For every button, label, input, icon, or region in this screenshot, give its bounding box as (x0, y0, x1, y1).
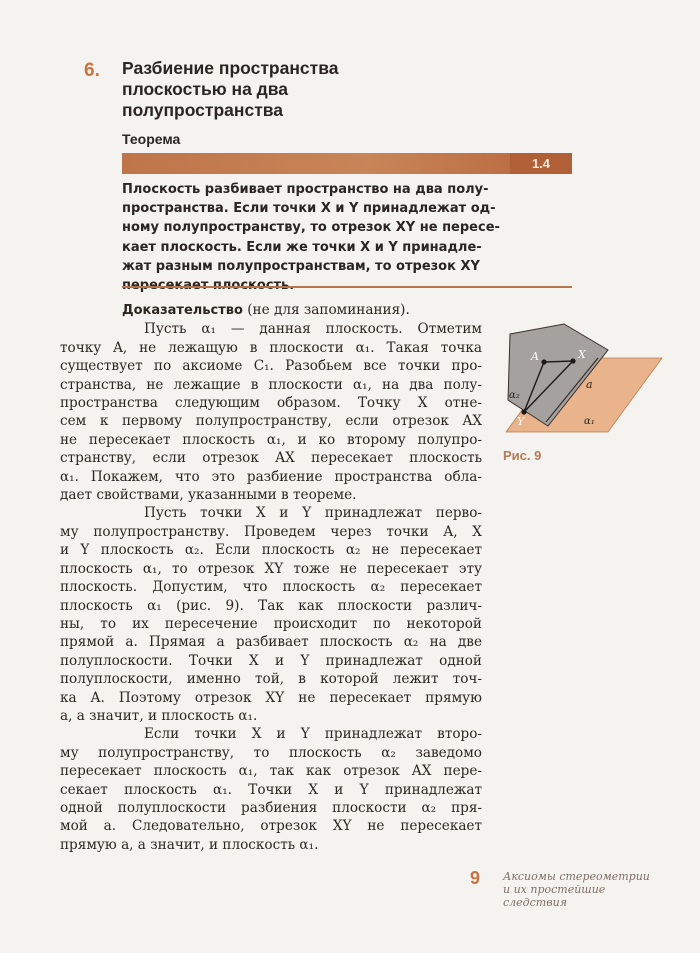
proof-line: прямой a. Прямая a разбивает плоскость α₂ на две (60, 634, 482, 651)
theorem-text (122, 180, 572, 295)
proof-line: мой a. Следовательно, отрезок XY не пересекает (60, 818, 482, 835)
theorem-line: Плоскость разбивает пространство на два полу- (122, 182, 489, 197)
figure-caption: Рис. 9 (503, 448, 542, 463)
proof-line: не пересекает плоскость α₁, и ко второму полупро- (60, 431, 482, 448)
proof-line: сем к первому полупространству, если отрезок AX (60, 413, 482, 430)
theorem-bar (122, 153, 572, 174)
proof-line: и Y плоскость α₂. Если плоскость α₂ не пересекает (60, 542, 482, 559)
proof-text (60, 301, 482, 854)
proof-heading-note: (не для запоминания). (242, 302, 410, 318)
proof-line: странства, не лежащие в плоскости α₁, на два полу- (60, 376, 482, 393)
proof-line: существует по аксиоме С₁. Разобьем все точки про- (60, 358, 482, 375)
proof-line: Пусть α₁ — данная плоскость. Отметим (144, 321, 482, 338)
theorem-divider (122, 286, 572, 288)
proof-line: му полупространству, то плоскость α₂ заведомо (60, 744, 482, 761)
figure-planes (500, 318, 664, 438)
theorem-line: кает плоскость. Если же точки X и Y принадле- (122, 239, 482, 255)
proof-line: прямую a, а значит, и плоскость α₁. (60, 836, 319, 853)
proof-line: точку A, не лежащую в плоскости α₁. Такая точка (60, 339, 482, 356)
proof-line: секает плоскость α₁. Точки X и Y принадлежат (60, 781, 482, 798)
label-alpha1: α₁ (584, 416, 595, 427)
point-a (541, 359, 546, 364)
footer-title-line: и их простейшие (503, 883, 606, 896)
proof-line: странству, если отрезок AX пересекает плоскость (60, 450, 482, 467)
proof-heading: Доказательство (122, 303, 243, 318)
theorem-number: 1.4 (510, 153, 572, 174)
proof-line: α₁. Покажем, что это разбиение пространства обла- (60, 468, 482, 485)
proof-line: пространства следующим образом. Точку X отне- (60, 395, 482, 412)
proof-line: ка A. Поэтому отрезок XY не пересекает прямую (60, 689, 482, 706)
theorem-line: жат разным полупространствам, то отрезок XY (122, 258, 480, 274)
footer-title-line: Аксиомы стереометрии (503, 870, 650, 883)
proof-line: ны, то их пересечение происходит по некоторой (60, 615, 482, 632)
proof-line: Пусть точки X и Y принадлежат перво- (144, 505, 482, 522)
proof-line: му полупространству. Проведем через точки A, X (60, 523, 482, 540)
page-number: 9 (470, 868, 481, 888)
proof-line: a, а значит, и плоскость α₁. (60, 707, 258, 724)
proof-line: полуплоскости. Точки X и Y принадлежат одной (60, 652, 482, 669)
label-line-a: a (586, 378, 593, 391)
proof-line: Если точки X и Y принадлежат второ- (144, 726, 482, 743)
footer-chapter-title (503, 870, 673, 909)
proof-line: полуплоскости, именно той, в которой лежит точ- (60, 671, 482, 688)
theorem-line: пространства. Если точки X и Y принадлежат од- (122, 201, 496, 217)
point-x (570, 358, 575, 363)
proof-line: плоскость α₁ (рис. 9). Так как плоскости различ- (60, 597, 482, 614)
section-title (122, 58, 422, 121)
proof-heading-line (122, 301, 482, 320)
theorem-label: Теорема (122, 131, 181, 147)
section-title-line: плоскостью на два (122, 79, 289, 99)
proof-line: пересекает плоскость α₁, так как отрезок AX пере- (60, 763, 482, 780)
point-y (521, 409, 526, 414)
section-title-line: Разбиение пространства (122, 58, 339, 78)
section-title-line: полупространства (122, 100, 284, 120)
theorem-line: ному полупространству, то отрезок XY не пересе- (122, 220, 500, 236)
section-number: 6. (84, 60, 100, 81)
proof-line: дает свойствами, указанными в теореме. (60, 487, 357, 504)
label-x: X (578, 348, 586, 361)
proof-line: одной полуплоскости разбиения плоскости α₂ пря- (60, 799, 482, 816)
footer-title-line: следствия (503, 896, 568, 909)
proof-line: плоскость. Допустим, что плоскость α₂ пересекает (60, 579, 482, 596)
proof-line: плоскость α₁, то отрезок XY тоже не пересекает эту (60, 560, 482, 577)
label-alpha2: α₂ (509, 390, 520, 401)
label-y: Y (517, 415, 525, 428)
label-a: A (531, 350, 539, 363)
